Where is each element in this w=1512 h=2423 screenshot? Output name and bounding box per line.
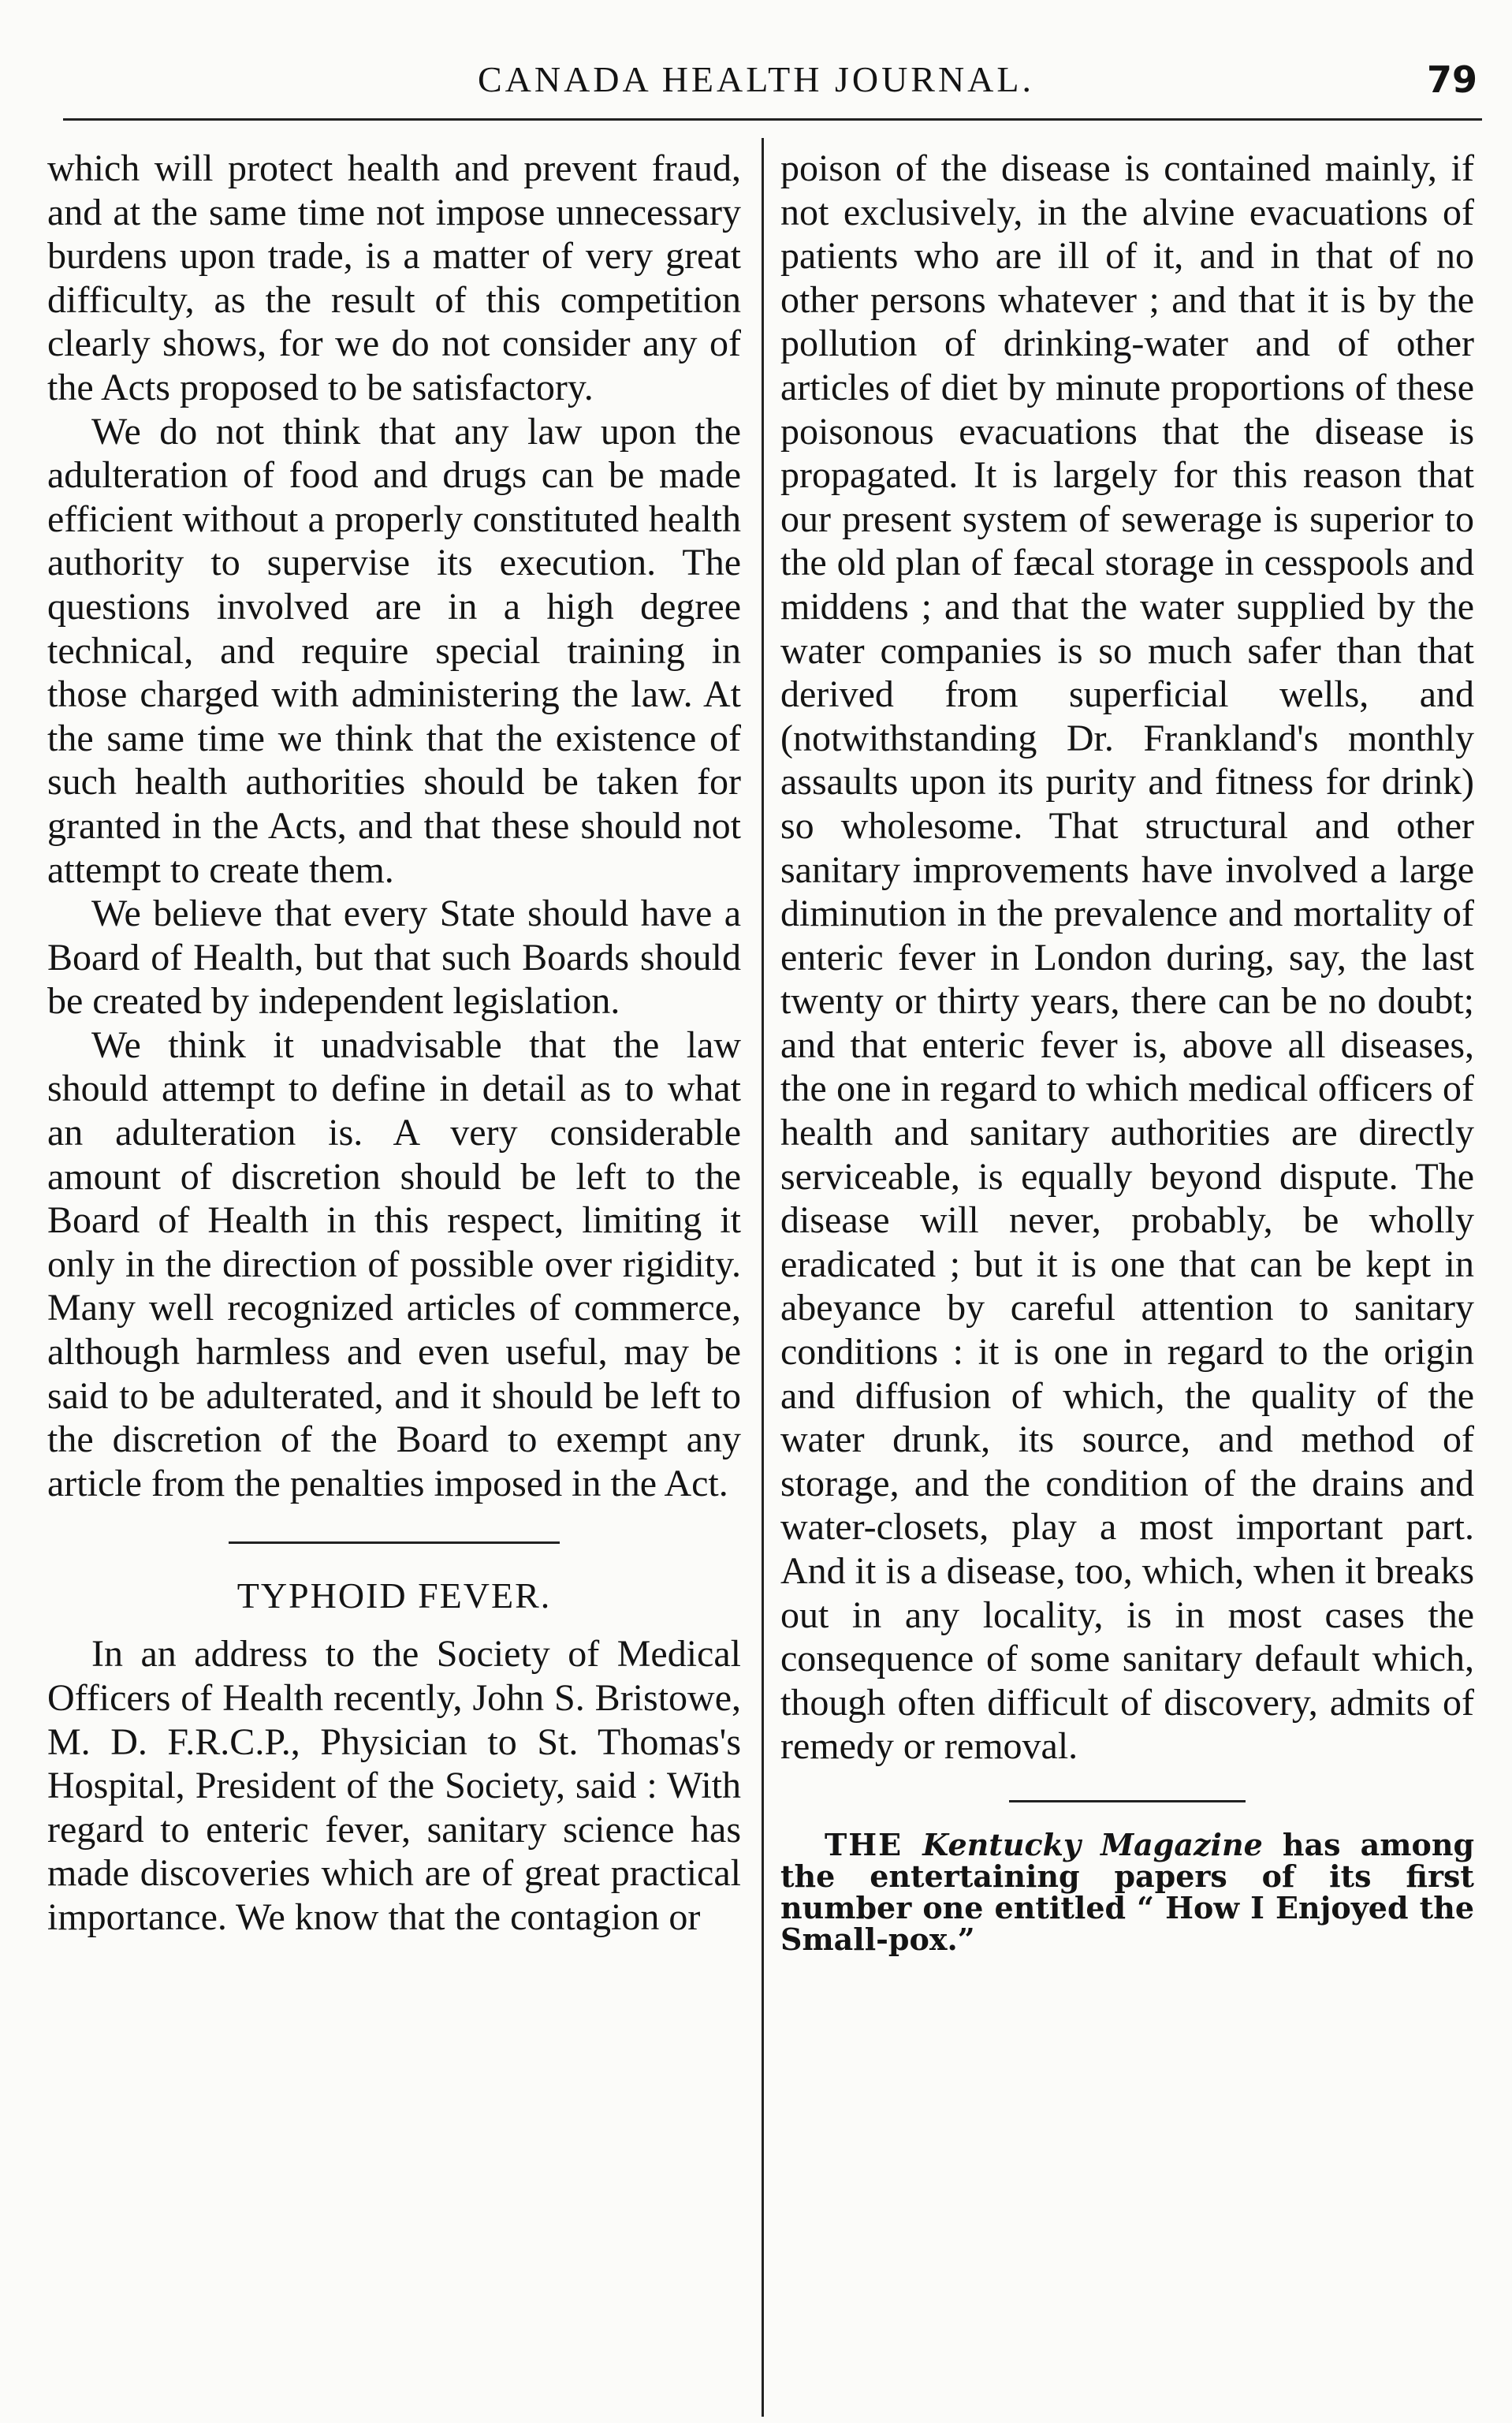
page-number: 79 (1426, 58, 1477, 101)
left-paragraph-2: We do not think that any law upon the adulteration of food and drugs can be made efficient without a properly constituted health authority to supervise its execution. The questions involved are in a high degree technical, and require special training in those charged with administering the law. At the same time we think that the existence of such health authorities should be taken for granted in the Acts, and that these should not attempt to create them. (47, 410, 741, 891)
left-paragraph-5: In an address to the Society of Medical Officers of Health recently, John S. Bristowe, M. D. F.R.C.P., Physician to St. Thomas's Hospital, President of the Society, said : With regard to enteric fever, sanitary science has made discoveries which are of great practical importance. We know that the contagion or (47, 1633, 741, 1938)
column-divider (762, 138, 764, 2417)
header-rule (63, 118, 1482, 121)
section-heading: TYPHOID FEVER. (236, 1575, 552, 1616)
note-rule (1009, 1800, 1246, 1802)
left-paragraph-3: We believe that every State should have a Board of Health, but that such Boards should be created by independent legislation. (47, 893, 741, 1023)
left-paragraph-4: We think it unadvisable that the law should attempt to define in detail as to what an adulteration is. A very considerable amount of discretion should be left to the Board of Health in this respect, limiting it only in the direction of possible over rigidity. Many well recognized articles of commerce, although harmless and even useful, may be said to be adulterated, and it should be left to the discretion of the Board to exempt any article from the penalties imposed in the Act. (47, 1023, 741, 1504)
right-column (780, 147, 1474, 1955)
running-head (0, 52, 1512, 107)
magazine-note (780, 1826, 1475, 1957)
left-column (47, 147, 741, 1940)
left-paragraph-1: which will protect health and prevent fraud, and at the same time not impose unnecessary burdens upon trade, is a matter of very great difficulty, as the result of this competition clearly shows, for we do not consider any of the Acts proposed to be satisfactory. (47, 147, 741, 408)
note-lead-word: THE (825, 1826, 903, 1862)
magazine-title: Kentucky Magazine (922, 1826, 1263, 1862)
note-body: has among the entertaining papers of its first number one entitled “ How I Enjoyed the Small-pox.” (780, 1826, 1475, 1957)
section-rule (229, 1541, 560, 1544)
right-paragraph-1: poison of the disease is contained mainly, if not exclusively, in the alvine evacuations of patients who are ill of it, and in that of no other persons whatever ; and that it is by the pollution of drinking-water and of other articles of diet by minute proportions of these poisonous evacuations that the disease is propagated. It is largely for this reason that our present system of sewerage is superior to the old plan of fæcal storage in cesspools and middens ; and that the water supplied by the water companies is so much safer than that derived from superficial wells, and (notwithstanding Dr. Frankland's monthly assaults upon its purity and fitness for drink) so wholesome. That structural and other sanitary improvements have involved a large diminution in the prevalence and mortality of enteric fever in London during, say, the last twenty or thirty years, there can be no doubt; and that enteric fever is, above all diseases, the one in regard to which medical officers of health and sanitary authorities are directly serviceable, is equally beyond dispute. The disease will never, probably, be wholly eradicated ; but it is one that can be kept in abeyance by careful attention to sanitary conditions : it is one in regard to the origin and diffusion of which, the quality of the water drunk, its source, and method of storage, and the condition of the drains and water-closets, play a most important part. And it is a disease, too, which, when it breaks out in any locality, is in most cases the consequence of some sanitary default which, though often difficult of discovery, admits of remedy or removal. (780, 147, 1474, 1768)
running-title: CANADA HEALTH JOURNAL. (477, 59, 1035, 99)
